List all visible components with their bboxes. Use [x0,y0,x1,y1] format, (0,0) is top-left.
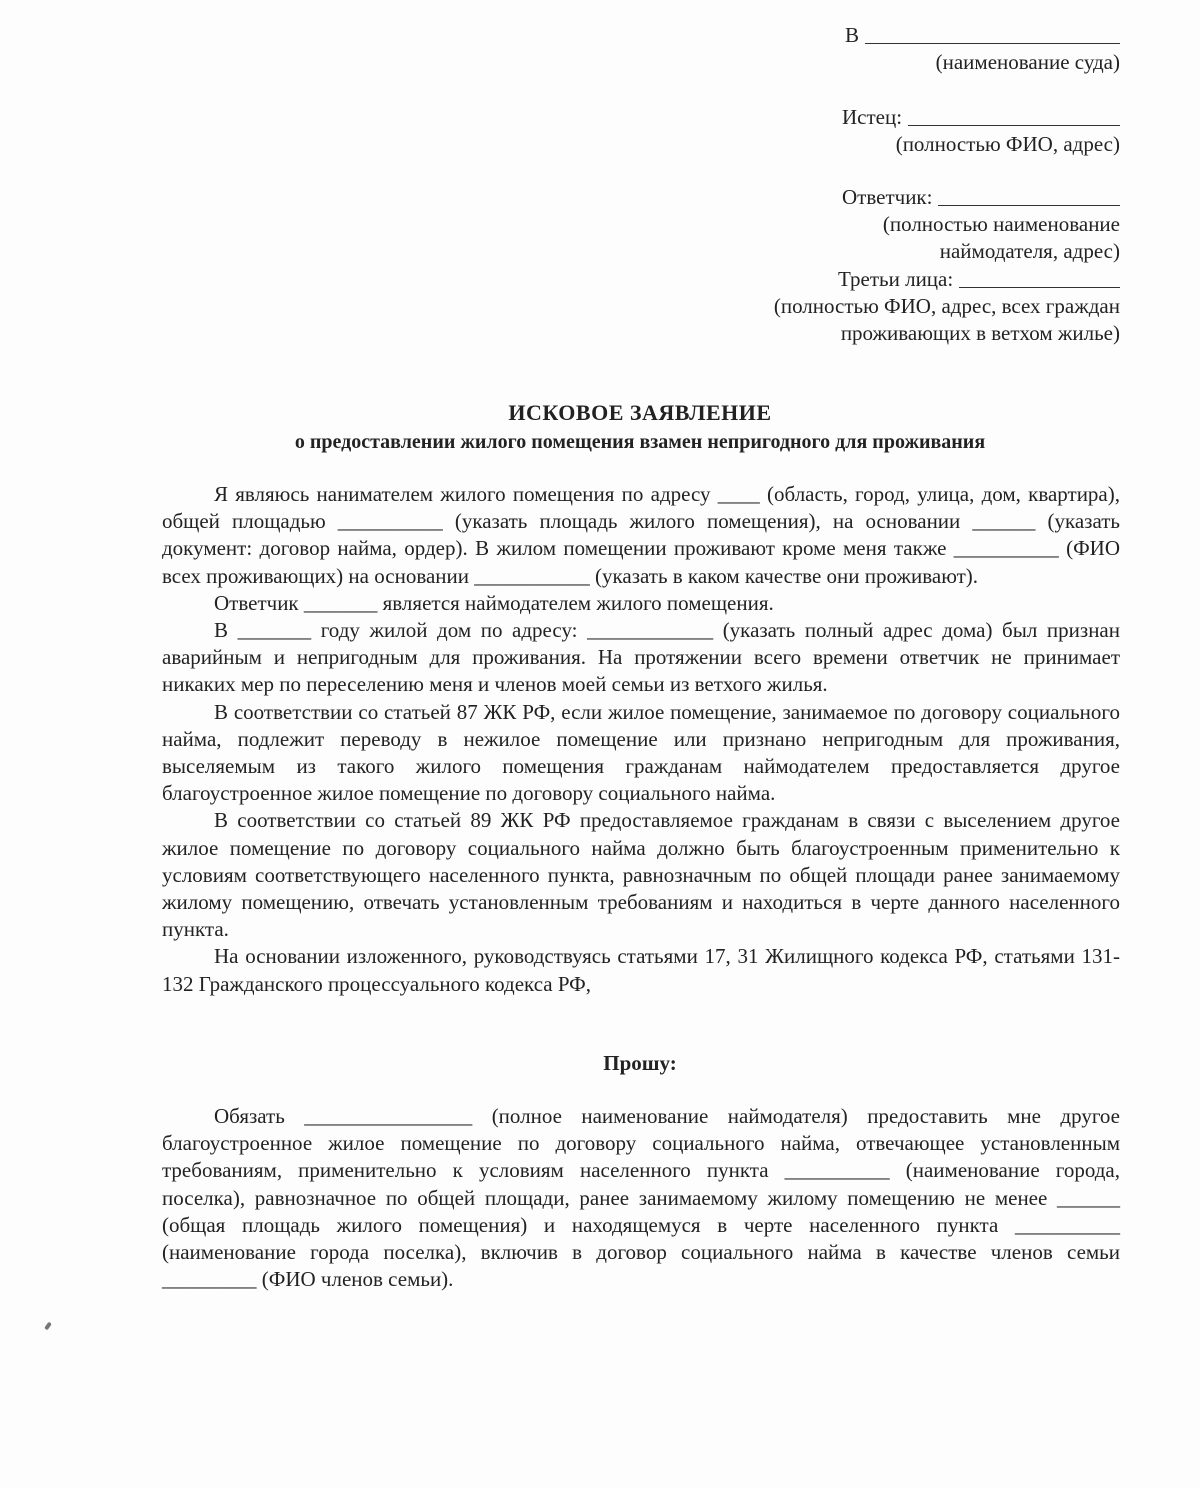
paragraph-2: Ответчик _______ является наймодателем жилого помещения. [214,590,774,615]
paragraph-1: Я являюсь нанимателем жилого помещения по адресу ____ (область, город, улица, дом, квартира), общей площадью __________ (указать площадь жилого помещения), на основании ______ (указать документ: договор найма, ордер). В жилом помещении проживают кроме меня также __________ (ФИО всех проживающих) на основании ___________ (указать в каком качестве они проживают). [162,482,1120,588]
defendant-line [842,184,1120,211]
court-label: В [845,23,860,47]
plaintiff-note: (полностью ФИО, адрес) [895,132,1120,156]
scan-speck [44,1322,52,1331]
paragraph-6: На основании изложенного, руководствуясь статьями 17, 31 Жилищного кодекса РФ, статьями 131-132 Гражданского процессуального кодекса РФ, [162,944,1120,996]
third-parties-note-2: проживающих в ветхом жилье) [840,321,1120,345]
paragraph-3: В _______ году жилой дом по адресу: ____________ (указать полный адрес дома) был признан аварийным и непригодным для проживания. На протяжении всего времени ответчик не принимает никаких мер по переселению меня и членов моей семьи из ветхого жилья. [162,618,1120,697]
third-parties-note-1: (полностью ФИО, адрес, всех граждан [773,294,1120,318]
defendant-note-1: (полностью наименование [882,212,1120,236]
title-sub: о предоставлении жилого помещения взамен непригодного для проживания [294,431,986,453]
request-body [162,1103,1120,1293]
request-heading: Прошу: [603,1051,677,1075]
third-parties-line [838,266,1120,293]
defendant-label: Ответчик: [842,185,933,209]
statement-body [162,481,1120,998]
plaintiff-blank [908,125,1120,126]
plaintiff-line [842,104,1120,131]
defendant-block [680,184,1120,265]
third-parties-label: Третьи лица: [838,267,954,291]
court-block [680,22,1120,76]
court-line [845,22,1120,49]
court-blank [865,43,1120,44]
third-parties-block [680,266,1120,347]
third-parties-blank [959,287,1120,288]
defendant-note-2: наймодателя, адрес) [939,239,1120,263]
document-title [160,398,1120,456]
defendant-blank [938,205,1120,206]
request-paragraph: Обязать ________________ (полное наименование наймодателя) предоставить мне другое благоустроенное жилое помещение по договору социального найма, отвечающее установленным требованиям, применительно к условиям населенного пункта __________ (наименование города, поселка), равнозначное по общей площади, ранее занимаемому жилому помещению не менее ______ (общая площадь жилого помещения) и находящемуся в черте населенного пункта __________ (наименование города поселка), включив в договор социального найма в качестве членов семьи _________ (ФИО членов семьи). [162,1104,1120,1292]
plaintiff-block [680,104,1120,158]
paragraph-5: В соответствии со статьей 89 ЖК РФ предоставляемое гражданам в связи с выселением другое жилое помещение по договору социального найма должно быть благоустроенным применительно к условиям соответствующего населенного пункта, равнозначным по общей площади ранее занимаемому жилому помещению, отвечать установленным требованиям и находиться в черте данного населенного пункта. [162,808,1120,942]
plaintiff-label: Истец: [842,105,903,129]
court-note: (наименование суда) [935,50,1120,74]
title-main: ИСКОВОЕ ЗАЯВЛЕНИЕ [508,400,772,425]
paragraph-4: В соответствии со статьей 87 ЖК РФ, если жилое помещение, занимаемое по договору социального найма, подлежит переводу в нежилое помещение или признано непригодным для проживания, выселяемым из такого жилого помещения гражданам наймодателем предоставляется другое благоустроенное жилое помещение по договору социального найма. [162,699,1120,806]
